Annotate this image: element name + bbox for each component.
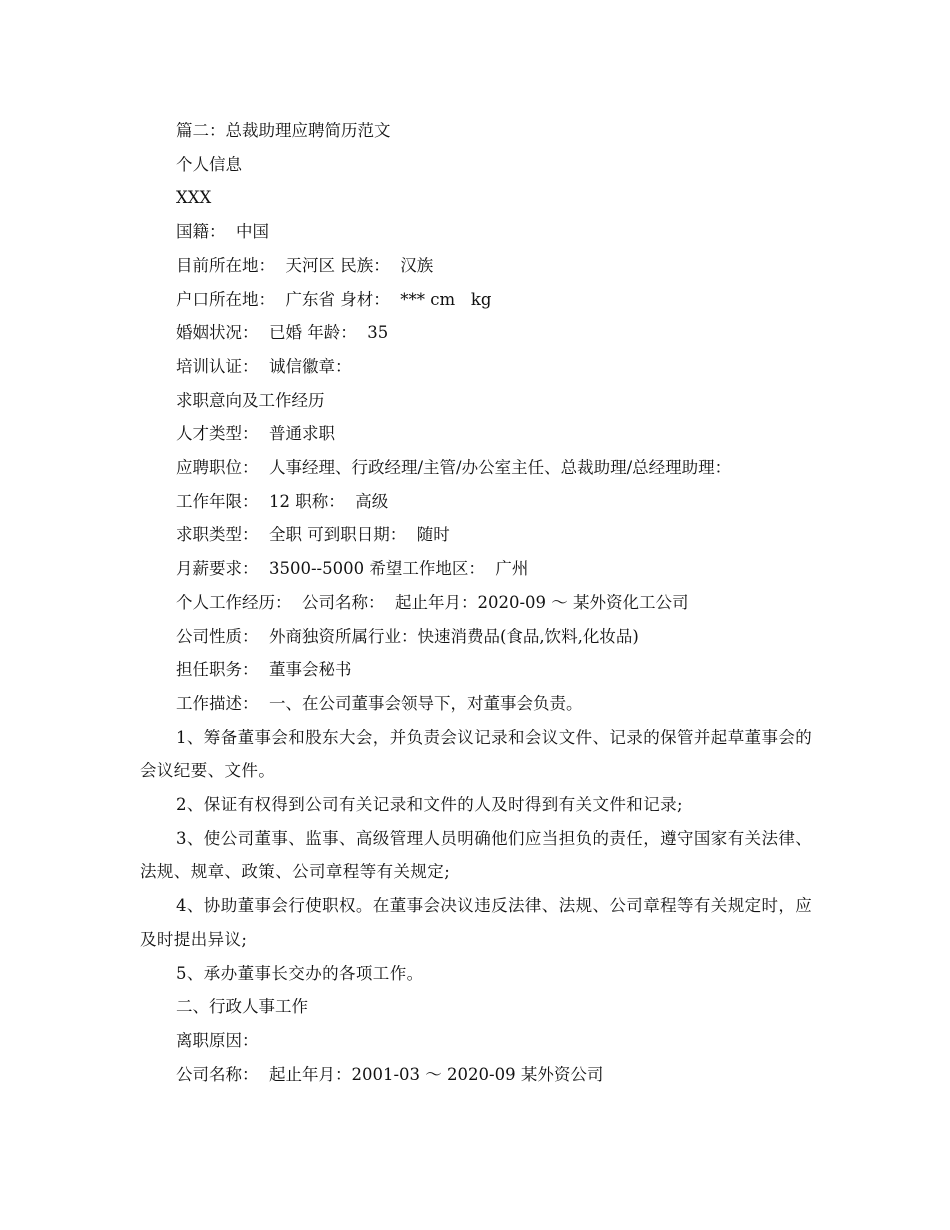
- field-nationality: 国籍： 中国: [176, 222, 269, 242]
- duty-paragraph-2: 2、保证有权得到公司有关记录和文件的人及时得到有关文件和记录;: [176, 795, 683, 815]
- duty-paragraph-4: 4、协助董事会行使职权。在董事会决议违反法律、法规、公司章程等有关规定时，应及时提出异议;: [140, 896, 813, 949]
- field-talent-type: 人才类型： 普通求职: [176, 424, 335, 444]
- field-previous-company: 公司名称： 起止年月：2001-03 ～ 2020-09 某外资公司: [176, 1064, 604, 1084]
- heading-job-intention: 求职意向及工作经历: [176, 390, 325, 410]
- field-company-nature: 公司性质： 外商独资所属行业：快速消费品(食品,饮料,化妆品): [176, 626, 639, 646]
- field-certification: 培训认证： 诚信徽章：: [176, 356, 352, 376]
- field-salary: 月薪要求： 3500--5000 希望工作地区： 广州: [176, 559, 529, 579]
- field-work-years: 工作年限： 12 职称： 高级: [176, 491, 389, 511]
- field-job-description: 工作描述： 一、在公司董事会领导下，对董事会负责。: [176, 693, 583, 713]
- field-leave-reason: 离职原因：: [176, 1030, 259, 1050]
- field-current-location: 目前所在地： 天河区 民族： 汉族: [176, 255, 434, 275]
- duty-paragraph-5: 5、承办董事长交办的各项工作。: [176, 963, 424, 983]
- applicant-name: XXX: [176, 188, 212, 208]
- heading-personal-info: 个人信息: [176, 154, 242, 174]
- section-title: 篇二：总裁助理应聘简历范文: [176, 121, 391, 140]
- duty-paragraph-3: 3、使公司董事、监事、高级管理人员明确他们应当担负的责任，遵守国家有关法律、法规、规章、政策、公司章程等有关规定;: [140, 828, 813, 882]
- field-position: 应聘职位： 人事经理、行政经理/主管/办公室主任、总裁助理/总经理助理：: [176, 458, 732, 478]
- heading-admin-hr: 二、行政人事工作: [176, 997, 308, 1017]
- duty-paragraph-1: 1、筹备董事会和股东大会，并负责会议记录和会议文件、记录的保管并起草董事会的会议纪要、文件。: [140, 727, 813, 781]
- field-household-registration: 户口所在地： 广东省 身材： *** cm kg: [176, 289, 492, 309]
- field-job-title: 担任职务： 董事会秘书: [176, 660, 352, 680]
- field-work-history: 个人工作经历： 公司名称： 起止年月：2020-09 ～ 某外资化工公司: [176, 592, 689, 612]
- field-marital-status: 婚姻状况： 已婚 年龄： 35: [176, 323, 389, 343]
- resume-body: [140, 114, 820, 1091]
- field-job-type: 求职类型： 全职 可到职日期： 随时: [176, 525, 450, 545]
